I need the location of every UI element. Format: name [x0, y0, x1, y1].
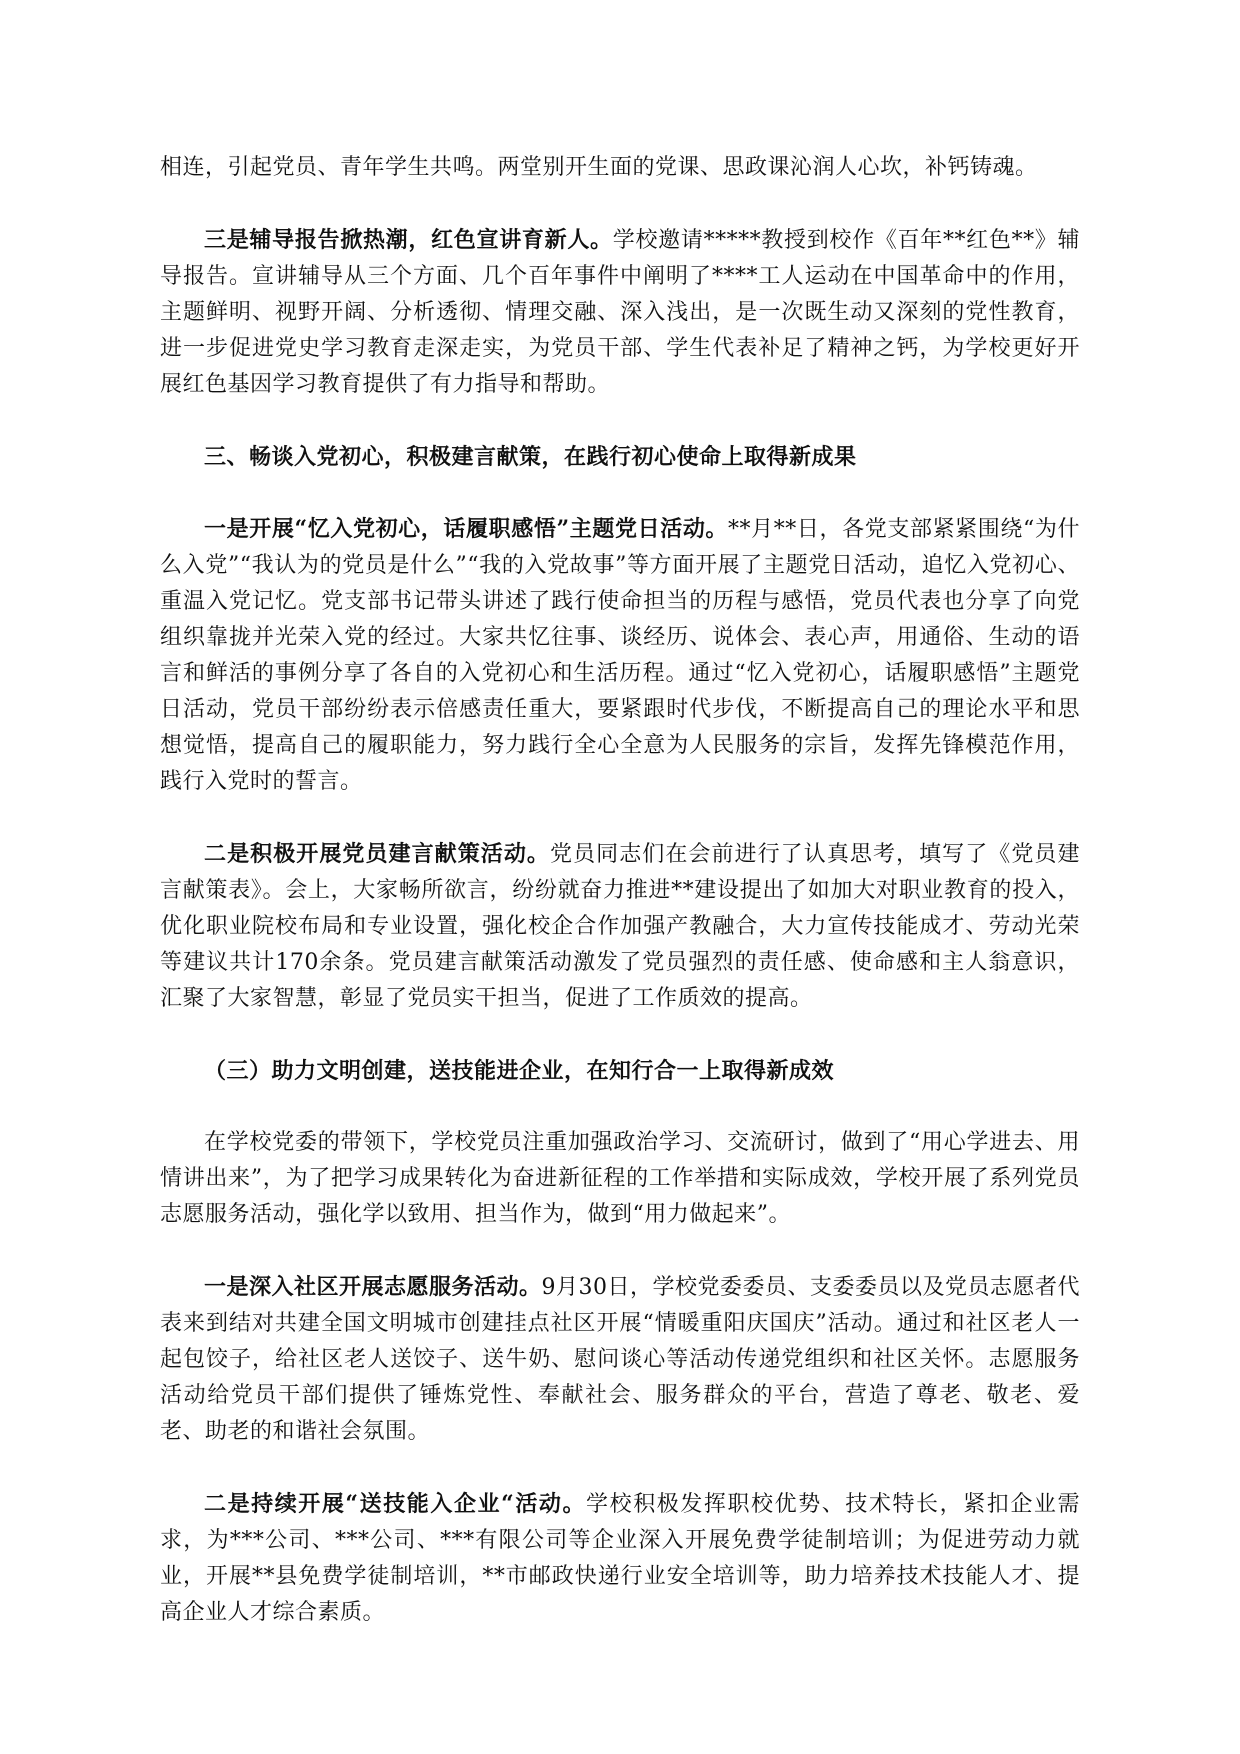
paragraph-gap: [160, 1017, 1080, 1053]
section-heading-3: 三、畅谈入党初心，积极建言献策，在践行初心使命上取得新成果: [204, 444, 857, 470]
paragraph-text: 学校积极发挥职校优势、技术特长，紧扣企业需求，为***公司、***公司、***有限公司等企业深入开展免费学徒制培训；为促进劳动力就业，开展**县免费学徒制培训，**市邮政快递行业安全培训等，助力培养技术技能人才、提高企业人才综合素质。: [160, 1492, 1080, 1625]
paragraph-text: 9月30日，学校党委委员、支委委员以及党员志愿者代表来到结对共建全国文明城市创建挂点社区开展“情暖重阳庆国庆”活动。通过和社区老人一起包饺子，给社区老人送饺子、送牛奶、慰问谈心等活动传递党组织和社区关怀。志愿服务活动给党员干部们提供了锤炼党性、奉献社会、服务群众的平台，营造了尊老、敬老、爱老、助老的和谐社会氛围。: [160, 1275, 1081, 1444]
paragraph-gap: [160, 186, 1080, 222]
paragraph-suggestions: [160, 836, 1080, 1017]
paragraph-text: 在学校党委的带领下，学校党员注重加强政治学习、交流研讨，做到了“用心学进去、用情讲出来”，为了把学习成果转化为奋进新征程的工作举措和实际成效，学校开展了系列党员志愿服务活动，强化学以致用、担当作为，做到“用力做起来”。: [160, 1130, 1080, 1227]
paragraph-text: **月**日，各党支部紧紧围绕“为什么入党”“我认为的党员是什么”“我的入党故事”等方面开展了主题党日活动，追忆入党初心、重温入党记忆。党支部书记带头讲述了践行使命担当的历程与感悟，党员代表也分享了向党组织靠拢并光荣入党的经过。大家共忆往事、谈经历、说体会、表心声，用通俗、生动的语言和鲜活的事例分享了各自的入党初心和生活历程。通过“忆入党初心，话履职感悟”主题党日活动，党员干部纷纷表示倍感责任重大，要紧跟时代步伐，不断提高自己的理论水平和思想觉悟，提高自己的履职能力，努力践行全心全意为人民服务的宗旨，发挥先锋模范作用，践行入党时的誓言。: [160, 517, 1081, 794]
section-heading-sub-3: （三）助力文明创建，送技能进企业，在知行合一上取得新成效: [204, 1058, 835, 1084]
paragraph-community-service: [160, 1269, 1080, 1450]
paragraph-text: 党员同志们在会前进行了认真思考，填写了《党员建言献策表》。会上，大家畅所欲言，纷纷就奋力推进**建设提出了如加大对职业教育的投入，优化职业院校布局和专业设置，强化校企合作加强产教融合，大力宣传技能成才、劳动光荣等建议共计170余条。党员建言献策活动激发了党员强烈的责任感、使命感和主人翁意识，汇聚了大家智慧，彰显了党员实干担当，促进了工作质效的提高。: [160, 842, 1080, 1011]
document-page: [160, 150, 1080, 1631]
paragraph-gap: [160, 475, 1080, 511]
paragraph-continuation: [160, 150, 1080, 186]
paragraph-party-day: [160, 511, 1080, 800]
paragraph-gap: [160, 1089, 1080, 1125]
paragraph-lead: 一是深入社区开展志愿服务活动。: [204, 1274, 542, 1300]
paragraph-gap: [160, 800, 1080, 836]
paragraph-lead: 三是辅导报告掀热潮，红色宣讲育新人。: [204, 227, 613, 253]
paragraph-intro-volunteer: [160, 1125, 1080, 1233]
paragraph-skills-to-enterprise: [160, 1486, 1080, 1631]
paragraph-gap: [160, 403, 1080, 439]
paragraph-lead: 二是持续开展“送技能入企业“活动。: [204, 1491, 587, 1517]
paragraph-text: 学校邀请*****教授到校作《百年**红色**》辅导报告。宣讲辅导从三个方面、几个百年事件中阐明了****工人运动在中国革命中的作用，主题鲜明、视野开阔、分析透彻、情理交融、深入浅出，是一次既生动又深刻的党性教育，进一步促进党史学习教育走深走实，为党员干部、学生代表补足了精神之钙，为学校更好开展红色基因学习教育提供了有力指导和帮助。: [160, 228, 1080, 397]
paragraph-lead: 二是积极开展党员建言献策活动。: [204, 841, 551, 867]
paragraph-gap: [160, 1450, 1080, 1486]
paragraph-lead: 一是开展“忆入党初心，话履职感悟”主题党日活动。: [204, 516, 729, 542]
paragraph-text: 相连，引起党员、青年学生共鸣。两堂别开生面的党课、思政课沁润人心坎，补钙铸魂。: [160, 155, 1038, 180]
paragraph-gap: [160, 1233, 1080, 1269]
paragraph-counseling-report: [160, 222, 1080, 403]
